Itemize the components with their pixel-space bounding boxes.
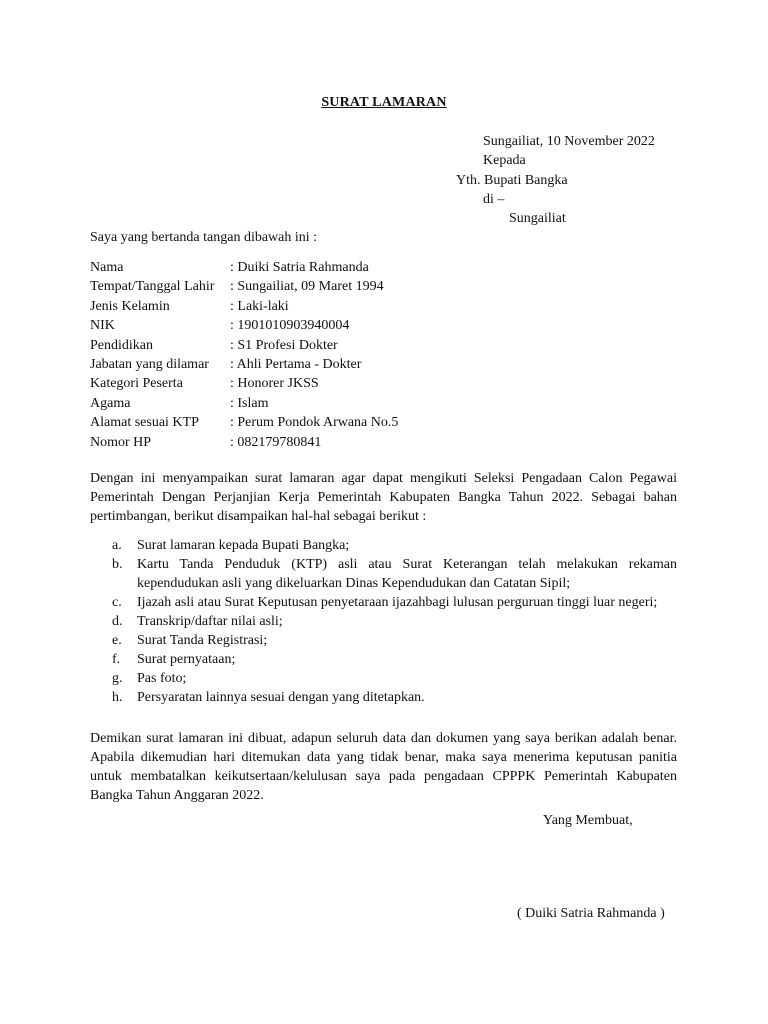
detail-value: : Ahli Pertama - Dokter (230, 356, 362, 372)
closing-text: Yang Membuat, (543, 813, 633, 828)
detail-value: : Islam (230, 395, 269, 411)
addressee-to: Kepada (483, 153, 526, 168)
list-text: Transkrip/daftar nilai asli; (137, 614, 283, 629)
place-date: Sungailiat, 10 November 2022 (483, 134, 655, 149)
detail-row (90, 297, 398, 316)
list-item (90, 631, 677, 650)
list-marker: h. (112, 690, 123, 705)
list-item (90, 555, 677, 593)
application-paragraph: Dengan ini menyampaikan surat lamaran agar dapat mengikuti Seleksi Pengadaan Calon Pegawai Pemerintah Dengan Perjanjian Kerja Pemerintah Kabupaten Bangka Tahun 2022. Sebagai bahan pertimbangan, berikut disampaikan hal-hal sebagai berikut : (90, 471, 677, 524)
recipient: Yth. Bupati Bangka (456, 173, 568, 188)
list-marker: d. (112, 614, 123, 629)
detail-label: Tempat/Tanggal Lahir (90, 279, 215, 295)
addressee-city: Sungailiat (509, 211, 566, 226)
detail-value: : 082179780841 (230, 434, 322, 450)
list-text: Pas foto; (137, 671, 187, 686)
detail-row (90, 413, 398, 432)
detail-row (90, 336, 398, 355)
list-text: Surat lamaran kepada Bupati Bangka; (137, 538, 350, 553)
detail-row (90, 433, 398, 452)
detail-label: Nama (90, 260, 124, 275)
detail-label: Jenis Kelamin (90, 298, 170, 314)
detail-row (90, 355, 398, 374)
detail-label: Agama (90, 395, 131, 411)
list-text: Surat Tanda Registrasi; (137, 633, 268, 648)
detail-row (90, 277, 398, 296)
detail-value: : Perum Pondok Arwana No.5 (230, 415, 399, 431)
list-marker: g. (112, 671, 123, 686)
detail-row (90, 258, 398, 277)
list-item (90, 612, 677, 631)
list-item (90, 536, 677, 555)
list-item (90, 593, 677, 612)
list-text: Kartu Tanda Penduduk (KTP) asli atau Surat Keterangan telah melakukan rekaman kependudukan asli yang dikeluarkan Dinas Kependudukan dan Catatan Sipil; (137, 557, 677, 591)
list-marker: b. (112, 557, 123, 572)
signature-name: ( Duiki Satria Rahmanda ) (517, 906, 665, 921)
detail-value: : S1 Profesi Dokter (230, 337, 338, 353)
detail-value: : Duiki Satria Rahmanda (230, 260, 369, 275)
detail-label: Pendidikan (90, 337, 153, 353)
detail-value: : Honorer JKSS (230, 376, 319, 392)
detail-label: NIK (90, 318, 115, 334)
closing-paragraph: Demikan surat lamaran ini dibuat, adapun seluruh data dan dokumen yang saya berikan adalah benar. Apabila dikemudian hari ditemukan data yang tidak benar, maka saya menerima keputusan panitia untuk membatalkan keikutsertaan/kelulusan saya pada pengadaan CPPPK Pemerintah Kabupaten Bangka Tahun Anggaran 2022. (90, 731, 677, 803)
letter-title: SURAT LAMARAN (321, 95, 447, 110)
addressee-at: di – (483, 192, 505, 207)
list-text: Persyaratan lainnya sesuai dengan yang ditetapkan. (137, 690, 425, 705)
list-marker: a. (112, 538, 122, 553)
requirements-list (90, 536, 677, 707)
intro-text: Saya yang bertanda tangan dibawah ini : (90, 230, 318, 245)
detail-value: : 1901010903940004 (230, 318, 350, 334)
detail-value: : Laki-laki (230, 298, 289, 314)
list-item (90, 669, 677, 688)
detail-label: Nomor HP (90, 434, 152, 450)
list-marker: c. (112, 595, 122, 610)
detail-label: Alamat sesuai KTP (90, 415, 199, 431)
applicant-details (90, 258, 398, 452)
list-marker: e. (112, 633, 122, 648)
list-item (90, 688, 677, 707)
list-marker: f. (112, 652, 121, 667)
detail-label: Jabatan yang dilamar (90, 356, 209, 372)
list-item (90, 650, 677, 669)
list-text: Ijazah asli atau Surat Keputusan penyetaraan ijazahbagi lulusan perguruan tinggi luar negeri; (137, 595, 658, 610)
list-text: Surat pernyataan; (137, 652, 236, 667)
detail-row (90, 394, 398, 413)
detail-label: Kategori Peserta (90, 376, 183, 392)
detail-value: : Sungailiat, 09 Maret 1994 (230, 279, 384, 295)
detail-row (90, 374, 398, 393)
detail-row (90, 316, 398, 335)
